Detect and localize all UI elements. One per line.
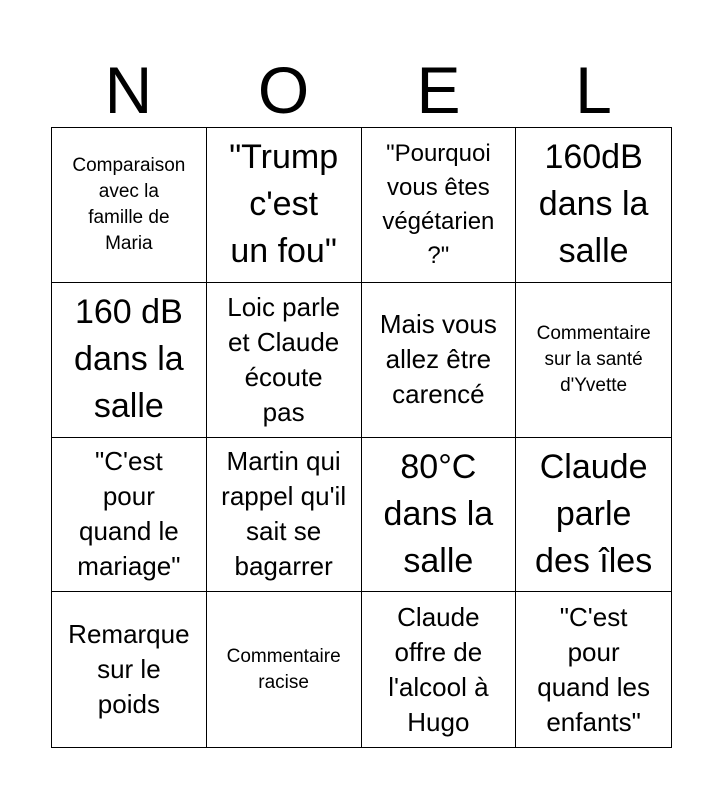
bingo-cell-text: Commentaire racise	[226, 645, 341, 693]
bingo-cell[interactable]	[52, 438, 207, 593]
bingo-cell[interactable]	[207, 592, 362, 747]
bingo-cell-text: 160dB dans la salle	[538, 138, 649, 271]
bingo-cell[interactable]	[52, 128, 207, 283]
bingo-cell[interactable]	[207, 438, 362, 593]
header-letter-e: E	[416, 53, 461, 127]
bingo-cell-text: 160 dB dans la salle	[74, 293, 184, 426]
bingo-cell[interactable]	[516, 438, 671, 593]
bingo-cell-text: Commentaire sur la santé d'Yvette	[536, 322, 651, 396]
bingo-cell-text: Remarque sur le poids	[68, 619, 190, 720]
bingo-cell-text: Claude parle des îles	[535, 447, 653, 580]
bingo-cell-text: "Trump c'est un fou"	[229, 138, 339, 271]
bingo-cell-text: Claude offre de l'alcool à Hugo	[388, 601, 489, 737]
bingo-cell-text: Martin qui rappel qu'il sait se bagarrer	[221, 446, 347, 582]
bingo-cell-text: 80°C dans la salle	[383, 447, 494, 580]
bingo-cell[interactable]	[516, 283, 671, 438]
bingo-cell-text: "C'est pour quand les enfants"	[537, 601, 650, 737]
header-letter-n: N	[104, 53, 153, 127]
bingo-cell-text: Loic parle et Claude écoute pas	[227, 291, 340, 427]
bingo-cell[interactable]	[516, 592, 671, 747]
header-letter-o: O	[257, 53, 310, 127]
bingo-cell[interactable]	[362, 283, 517, 438]
bingo-cell[interactable]	[516, 128, 671, 283]
bingo-cell[interactable]	[362, 592, 517, 747]
bingo-header	[51, 52, 671, 128]
bingo-cell-text: "Pourquoi vous êtes végétarien ?"	[382, 139, 495, 269]
header-letter-l: L	[575, 53, 612, 127]
bingo-cell-text: "C'est pour quand le mariage"	[77, 446, 181, 582]
bingo-cell-text: Mais vous allez être carencé	[379, 309, 497, 410]
bingo-board	[51, 127, 672, 748]
bingo-cell[interactable]	[52, 592, 207, 747]
bingo-cell-text: Comparaison avec la famille de Maria	[72, 154, 186, 254]
bingo-cell[interactable]	[362, 438, 517, 593]
bingo-cell[interactable]	[207, 128, 362, 283]
bingo-cell[interactable]	[362, 128, 517, 283]
bingo-cell[interactable]	[207, 283, 362, 438]
bingo-cell[interactable]	[52, 283, 207, 438]
